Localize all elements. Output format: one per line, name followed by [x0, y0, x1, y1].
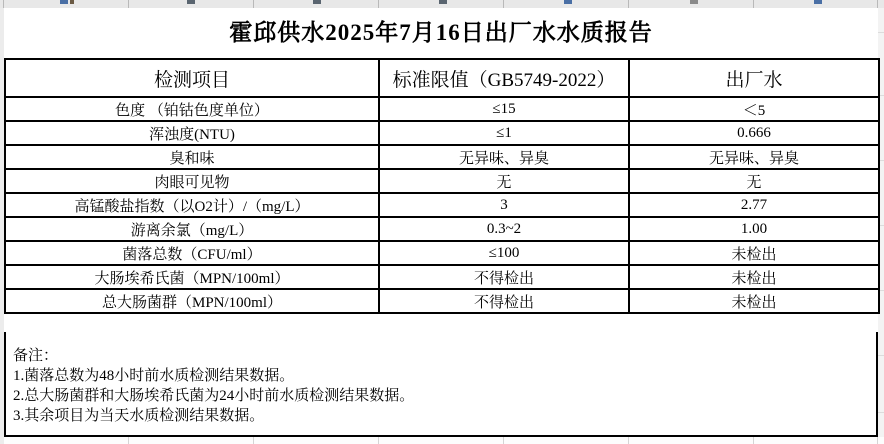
clipped-icon	[814, 0, 822, 4]
cell-result[interactable]: 未检出	[629, 241, 879, 265]
header-test-item[interactable]: 检测项目	[5, 59, 379, 97]
cell-gridline	[128, 0, 129, 8]
cell-item[interactable]: 色度 （铂钴色度单位）	[5, 97, 379, 121]
cell-gridline	[378, 437, 379, 444]
remarks-cell[interactable]	[4, 332, 878, 437]
clipped-icon	[439, 0, 447, 4]
cell-item[interactable]: 臭和味	[5, 145, 379, 169]
cell-gridline	[128, 437, 129, 444]
remarks-label: 备注：	[13, 348, 59, 364]
cell-limit[interactable]: 无	[379, 169, 629, 193]
cell-item[interactable]: 浑浊度(NTU)	[5, 121, 379, 145]
cell-gridline	[378, 0, 379, 8]
report-title[interactable]: 霍邱供水2025年7月16日出厂水水质报告	[4, 8, 878, 58]
cell-gridline	[3, 0, 4, 8]
cell-limit[interactable]: 不得检出	[379, 289, 629, 313]
cell-gridline	[878, 355, 884, 356]
table-row	[5, 193, 879, 217]
cell-result[interactable]: 无异味、异臭	[629, 145, 879, 169]
cell-result[interactable]: 0.666	[629, 121, 879, 145]
table-row	[5, 169, 879, 193]
cell-gridline	[877, 437, 878, 444]
cell-result[interactable]: 未检出	[629, 265, 879, 289]
clipped-row-below	[4, 437, 884, 444]
cell-result[interactable]: 未检出	[629, 289, 879, 313]
table-row	[5, 265, 879, 289]
table-row	[5, 145, 879, 169]
cell-limit[interactable]: 3	[379, 193, 629, 217]
cell-result[interactable]: ＜5	[629, 97, 879, 121]
clipped-icon	[60, 0, 68, 4]
clipped-icon	[187, 0, 195, 4]
cell-gridline	[253, 437, 254, 444]
cell-result[interactable]: 1.00	[629, 217, 879, 241]
table-row	[5, 121, 879, 145]
cell-result[interactable]: 无	[629, 169, 879, 193]
cell-gridline	[753, 437, 754, 444]
remarks-line-3: 3.其余项目为当天水质检测结果数据。	[13, 408, 265, 424]
clipped-icon	[564, 0, 572, 4]
cell-item[interactable]: 总大肠菌群（MPN/100ml）	[5, 289, 379, 313]
remarks-line-1: 1.菌落总数为48小时前水质检测结果数据。	[13, 368, 295, 384]
cell-gridline	[877, 0, 878, 8]
cell-item[interactable]: 大肠埃希氏菌（MPN/100ml）	[5, 265, 379, 289]
table-row	[5, 241, 879, 265]
cell-gridline	[628, 0, 629, 8]
cell-item[interactable]: 菌落总数（CFU/ml）	[5, 241, 379, 265]
cell-gridline	[878, 412, 884, 413]
table-row	[5, 217, 879, 241]
cell-limit[interactable]: 不得检出	[379, 265, 629, 289]
cell-limit[interactable]: ≤1	[379, 121, 629, 145]
cell-gridline	[253, 0, 254, 8]
cell-gridline	[628, 437, 629, 444]
table-row	[5, 97, 879, 121]
cell-gridline	[753, 0, 754, 8]
table-header-row	[5, 59, 879, 97]
cell-item[interactable]: 高锰酸盐指数（以O2计）/（mg/L）	[5, 193, 379, 217]
cell-limit[interactable]: 无异味、异臭	[379, 145, 629, 169]
cell-result[interactable]: 2.77	[629, 193, 879, 217]
clipped-icon	[690, 0, 698, 4]
clipped-icon	[70, 0, 74, 4]
header-standard-limit[interactable]: 标准限值（GB5749-2022）	[379, 59, 629, 97]
header-outgoing-water[interactable]: 出厂水	[629, 59, 879, 97]
cell-limit[interactable]: ≤15	[379, 97, 629, 121]
cell-limit[interactable]: 0.3~2	[379, 217, 629, 241]
clipped-icon	[313, 0, 321, 4]
water-quality-table	[4, 58, 880, 314]
cell-item[interactable]: 肉眼可见物	[5, 169, 379, 193]
cell-item[interactable]: 游离余氯（mg/L）	[5, 217, 379, 241]
table-row	[5, 289, 879, 313]
cell-gridline	[503, 0, 504, 8]
remarks-line-2: 2.总大肠菌群和大肠埃希氏菌为24小时前水质检测结果数据。	[13, 388, 415, 404]
cell-gridline	[503, 437, 504, 444]
cell-limit[interactable]: ≤100	[379, 241, 629, 265]
cell-gridline	[878, 32, 884, 33]
